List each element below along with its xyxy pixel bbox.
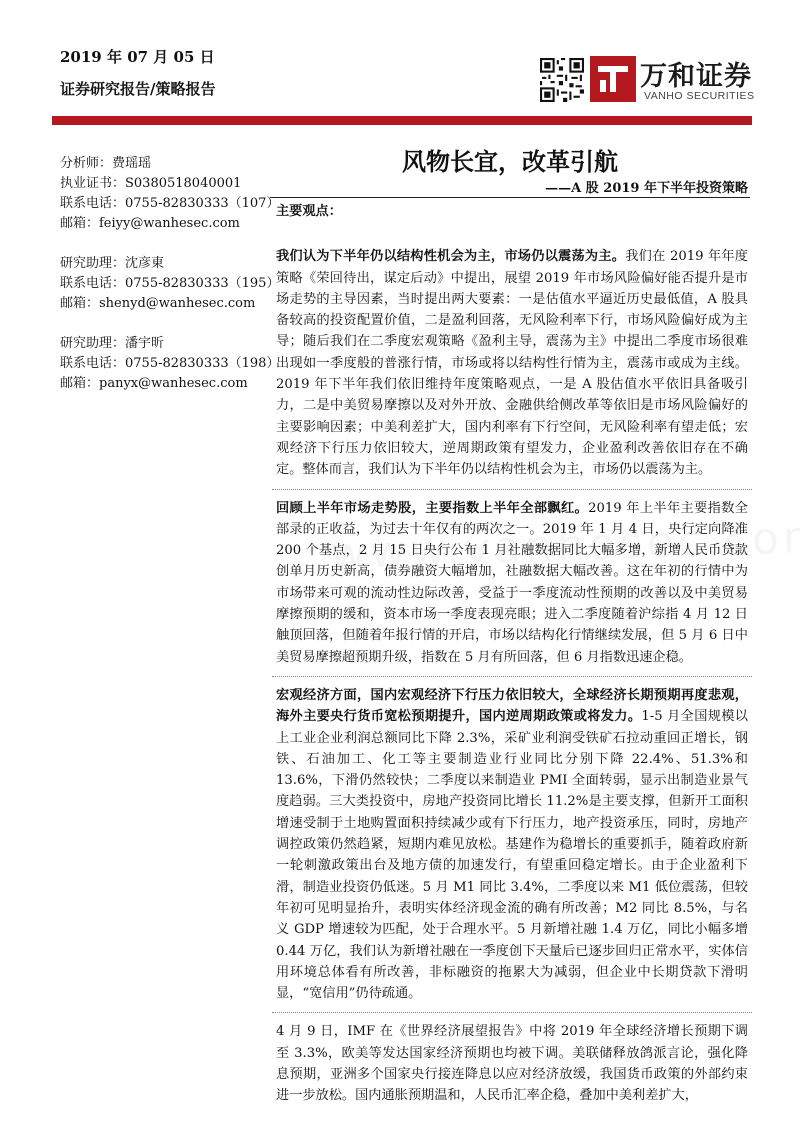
paragraph-body: 2019 年上半年主要指数全部录的正收益，为过去十年仅有的两次之一。2019 年 1 月 4 日，央行定向降准 200 个基点，2 月 15 日央行公布 1 月社融数据同比大幅多增，新增人民币贷款创单月历史新高，债券融资大幅增加，社融数据大幅改善。这在年初的行情中为市场带来可观的流动性边际改善，受益于一季度流动性预期的改善以及中美贸易摩擦预期的缓和，资本市场一季度表现亮眼；进入二季度随着沪综指 4 月 12 日触顶回落，但随着年报行情的开启，市场以结构化行情继续发展，但 5 月 6 日中美贸易摩擦超预期升级，指数在 5 月有所回落，但 6 月指数迅速企稳。	[276, 500, 748, 665]
author-role: 分析师：费瑶瑶	[60, 156, 152, 171]
page-subtitle: ——A 股 2019 年下半年投资策略	[545, 181, 748, 196]
paragraph	[276, 490, 748, 676]
paragraph	[276, 1013, 748, 1114]
author-email[interactable]: 邮箱：shenyd@wanhesec.com	[60, 296, 256, 311]
paragraph-lead: 宏观经济方面，国内宏观经济下行压力依旧较大，全球经济长期预期再度悲观，海外主要央行货币宽松预期提升，国内逆周期政策或将发力。	[276, 687, 748, 725]
author-email[interactable]: 邮箱：feiyy@wanhesec.com	[60, 216, 240, 231]
header-divider	[52, 116, 752, 125]
paragraph-body: 4 月 9 日，IMF 在《世界经济展望报告》中将 2019 年全球经济增长预期下调至 3.3%，欧美等发达国家经济预期也均被下调。美联储释放鸽派言论，强化降息预期，亚洲多个国家央行接连降息以应对经济放缓，我国货币政策的外部约束进一步放松。国内通胀预期温和，人民币汇率企稳，叠加中美利差扩大，	[276, 1024, 748, 1104]
author-role: 研究助理：潘宇昕	[60, 336, 165, 351]
paragraph	[276, 238, 748, 488]
paragraph-lead: 我们认为下半年仍以结构性机会为主，市场仍以震荡为主。	[276, 249, 626, 265]
qr-code-icon	[540, 58, 584, 102]
paragraph-lead: 回顾上半年市场走势股，主要指数上半年全部飘红。	[276, 500, 589, 516]
author-phone: 联系电话：0755-82830333（107）	[60, 196, 280, 211]
report-type: 证券研究报告/策略报告	[60, 80, 216, 98]
author-phone: 联系电话：0755-82830333（195）	[60, 276, 280, 291]
author-phone: 联系电话：0755-82830333（198）	[60, 356, 280, 371]
paragraph	[276, 677, 748, 1012]
author-sidebar	[60, 154, 280, 414]
brand-name-en: VANHO SECURITIES	[644, 90, 755, 102]
title-rule	[270, 197, 750, 198]
author-cert: 执业证书：S0380518040001	[60, 176, 242, 191]
brand-logo-icon	[590, 56, 636, 102]
paragraph-body: 我们在 2019 年年度策略《荣回待出，谋定后动》中提出，展望 2019 年市场风险偏好能否提升是市场走势的主导因素，当时提出两大要素：一是估值水平逼近历史最低值，A 股具备较高的投资配置价值，二是盈利回落，无风险利率下行，市场风险偏好成为主导；随后我们在二季度宏观策略《盈利主导，震荡为主》中提出二季度市场很难出现如一季度般的普涨行情，市场或将以结构性行情为主，震荡市或成为主线。2019 年下半年我们依旧维持年度策略观点，一是 A 股估值水平依旧具备吸引力，二是中美贸易摩擦以及对外开放、金融供给侧改革等依旧是市场风险偏好的主要影响因素；中美利差扩大，国内利率有下行空间，无风险利率有望走低；宏观经济下行压力依旧较大，逆周期政策有望发力，企业盈利改善依旧存在不确定。整体而言，我们认为下半年仍以结构性机会为主，市场仍以震荡为主。	[276, 249, 748, 478]
main-content	[276, 201, 748, 1115]
report-date: 2019 年 07 月 05 日	[60, 48, 215, 66]
author-block	[60, 254, 280, 314]
section-heading: 主要观点：	[276, 204, 342, 219]
brand-name-cn: 万和证券	[640, 61, 752, 92]
author-block	[60, 334, 280, 394]
author-block	[60, 154, 280, 234]
author-email[interactable]: 邮箱：panyx@wanhesec.com	[60, 376, 248, 391]
page-title: 风物长宜，改革引航	[402, 148, 618, 176]
author-role: 研究助理：沈彦東	[60, 256, 165, 271]
paragraph-body: 1-5 月全国规模以上工业企业利润总额同比下降 2.3%，采矿业利润受铁矿石拉动重回正增长，钢铁、石油加工、化工等主要制造业行业同比分别下降 22.4%、51.3%和 13.6%，下滑仍然较快；二季度以来制造业 PMI 全面转弱，显示出制造业景气度趋弱。三大类投资中，房地产投资同比增长 11.2%是主要支撑，但新开工面积增速受制于土地购置面积持续减少或有下行压力，地产投资承压，同时，房地产调控政策仍然趋紧，短期内难见放松。基建作为稳增长的重要抓手，随着政府新一轮刺激政策出台及地方债的加速发行，有望重回稳定增长。由于企业盈利下滑，制造业投资仍低迷。5 月 M1 同比 3.4%，二季度以来 M1 低位震荡，但较年初可见明显抬升，表明实体经济现金流的确有所改善；M2 同比 8.5%，与名义 GDP 增速较为匹配，处于合理水平。5 月新增社融 1.4 万亿，同比小幅多增 0.44 万亿，我们认为新增社融在一季度创下天量后已逐步回归正常水平，实体信用环境总体看有所改善，非标融资的拖累大为减弱，但企业中长期贷款下滑明显，“宽信用”仍待疏通。	[276, 709, 748, 1002]
